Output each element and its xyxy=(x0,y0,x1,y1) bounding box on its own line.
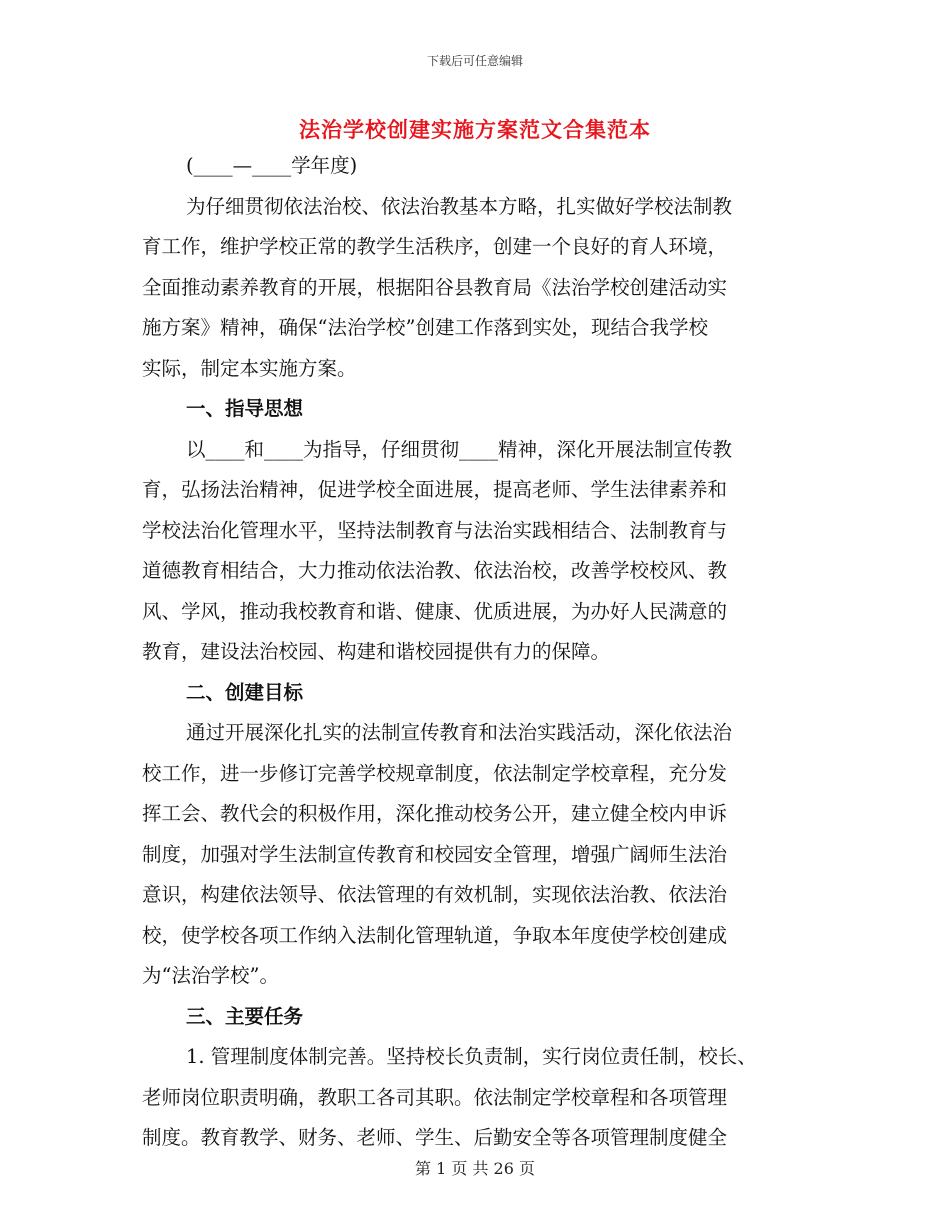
paragraph-line: 挥工会、教代会的积极作用，深化推动校务公开，建立健全校内申诉 xyxy=(142,802,728,825)
paragraph-line: 施方案》精神，确保“法治学校”创建工作落到实处，现结合我学校 xyxy=(142,316,708,339)
paragraph-line: 校工作，进一步修订完善学校规章制度，依法制定学校章程，充分发 xyxy=(142,761,728,785)
paragraph-line: 为“法治学校”。 xyxy=(142,964,279,987)
paragraph-line: 制度，加强对学生法制宣传教育和校园安全管理，增强广阔师生法治 xyxy=(142,842,728,866)
section-heading: 二、创建目标 xyxy=(186,680,304,704)
section-heading: 三、主要任务 xyxy=(186,1004,304,1028)
paragraph-line: 育，弘扬法治精神，促进学校全面进展，提高老师、学生法律素养和 xyxy=(142,478,728,501)
document-body xyxy=(142,146,810,1159)
paragraph-line: 以____和____为指导，仔细贯彻____精神，深化开展法制宣传教 xyxy=(186,437,733,461)
paragraph-line: 实际，制定本实施方案。 xyxy=(142,356,357,380)
paragraph-line: 老师岗位职责明确，教职工各司其职。依法制定学校章程和各项管理 xyxy=(142,1085,728,1109)
paragraph-line: 制度。教育教学、财务、老师、学生、后勤安全等各项管理制度健全 xyxy=(142,1126,728,1149)
paragraph-line: 为仔细贯彻依法治校、依法治教基本方略，扎实做好学校法制教 xyxy=(186,194,733,218)
document-title: 法治学校创建实施方案范文合集范本 xyxy=(299,117,651,142)
paragraph-line: (____—____学年度) xyxy=(186,154,358,177)
paragraph-line: 意识，构建依法领导、依法管理的有效机制，实现依法治教、依法治 xyxy=(142,883,728,906)
paragraph-line: 全面推动素养教育的开展，根据阳谷县教育局《法治学校创建活动实 xyxy=(142,275,728,299)
paragraph-line: 通过开展深化扎实的法制宣传教育和法治实践活动，深化依法治 xyxy=(186,721,733,744)
paragraph-line: 校，使学校各项工作纳入法制化管理轨道，争取本年度使学校创建成 xyxy=(142,923,728,947)
paragraph-line: 学校法治化管理水平，坚持法制教育与法治实践相结合、法制教育与 xyxy=(142,518,728,542)
paragraph-line: 风、学风，推动我校教育和谐、健康、优质进展，为办好人民满意的 xyxy=(142,599,728,623)
paragraph-line: 教育，建设法治校园、构建和谐校园提供有力的保障。 xyxy=(142,640,611,663)
paragraph-line: 道德教育相结合，大力推动依法治教、依法治校，改善学校校风、教 xyxy=(142,559,728,582)
page-number: 第 1 页 共 26 页 xyxy=(415,1159,535,1178)
paragraph-line: 1. 管理制度体制完善。坚持校长负责制，实行岗位责任制，校长、 xyxy=(186,1045,757,1068)
paragraph-line: 育工作，维护学校正常的教学生活秩序，创建一个良好的育人环境， xyxy=(142,235,728,258)
page-header-note: 下载后可任意编辑 xyxy=(426,54,523,68)
section-heading: 一、指导思想 xyxy=(186,397,304,420)
